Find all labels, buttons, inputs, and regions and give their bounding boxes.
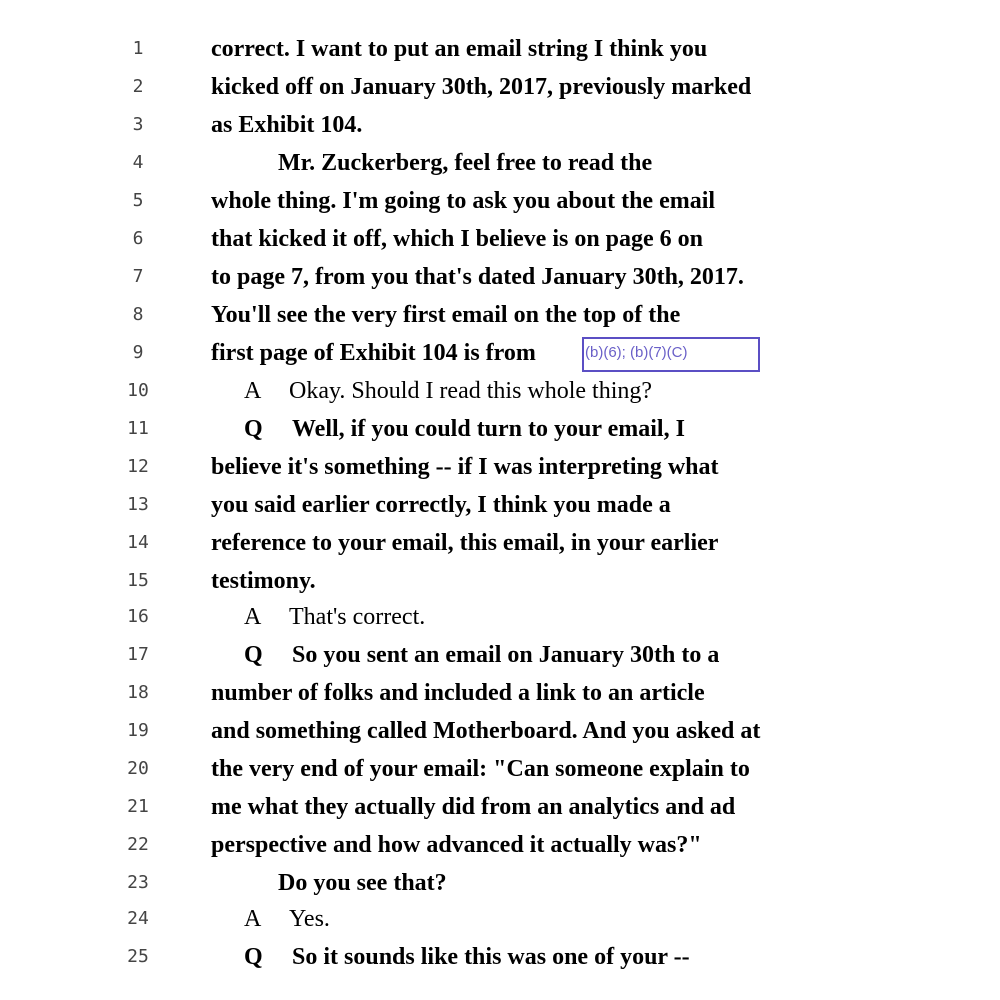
line-text: Mr. Zuckerberg, feel free to read the	[278, 150, 653, 176]
line-number: 21	[127, 796, 149, 817]
answer-text	[244, 900, 330, 938]
line-text: number of folks and included a link to an article	[211, 680, 705, 706]
line-number: 10	[127, 380, 149, 401]
speaker-label: A	[244, 604, 262, 630]
transcript-line	[0, 220, 1000, 258]
question-text	[244, 636, 719, 674]
line-number: 25	[127, 946, 149, 967]
speaker-label: Q	[244, 642, 263, 668]
speaker-label: Q	[244, 416, 263, 442]
transcript-line	[0, 486, 1000, 524]
line-text: Do you see that?	[278, 870, 447, 896]
question-text	[244, 938, 690, 976]
transcript-line	[0, 598, 1000, 636]
transcript-line	[0, 788, 1000, 826]
line-text: me what they actually did from an analytics and ad	[211, 794, 736, 820]
transcript-line	[0, 900, 1000, 938]
line-text: you said earlier correctly, I think you made a	[211, 492, 671, 518]
line-text: That's correct.	[289, 604, 426, 630]
line-text: testimony.	[211, 568, 316, 594]
transcript-line	[0, 182, 1000, 220]
line-text: to page 7, from you that's dated January 30th, 2017.	[211, 264, 744, 290]
line-text: perspective and how advanced it actually was?"	[211, 832, 702, 858]
transcript-line	[0, 30, 1000, 68]
transcript-line	[0, 448, 1000, 486]
transcript-line	[0, 826, 1000, 864]
line-number: 15	[127, 570, 149, 591]
redaction-box: (b)(6); (b)(7)(C)	[582, 337, 760, 372]
transcript-line	[0, 674, 1000, 712]
line-number: 1	[132, 38, 144, 59]
line-number: 3	[132, 114, 144, 135]
line-text: Well, if you could turn to your email, I	[292, 416, 685, 442]
line-text: Yes.	[289, 906, 330, 932]
line-text: You'll see the very first email on the top of the	[211, 302, 681, 328]
line-text: correct. I want to put an email string I think you	[211, 36, 708, 62]
transcript-line	[0, 68, 1000, 106]
line-number: 19	[127, 720, 149, 741]
transcript-line	[0, 938, 1000, 976]
line-text: and something called Motherboard. And you asked at	[211, 718, 761, 744]
line-text: as Exhibit 104.	[211, 112, 363, 138]
line-number: 23	[127, 872, 149, 893]
transcript-line	[0, 106, 1000, 144]
line-number: 12	[127, 456, 149, 477]
speaker-label: A	[244, 378, 262, 404]
line-number: 6	[132, 228, 144, 249]
line-number: 7	[132, 266, 144, 287]
line-number: 14	[127, 532, 149, 553]
transcript-line	[0, 334, 1000, 372]
transcript-line	[0, 258, 1000, 296]
line-number: 22	[127, 834, 149, 855]
line-number: 17	[127, 644, 149, 665]
question-text	[244, 410, 685, 448]
line-text: that kicked it off, which I believe is on page 6 on	[211, 226, 704, 252]
transcript-line	[0, 410, 1000, 448]
line-number: 9	[132, 342, 144, 363]
line-text: Okay. Should I read this whole thing?	[289, 378, 653, 404]
line-number: 20	[127, 758, 149, 779]
transcript-line	[0, 750, 1000, 788]
transcript-line	[0, 296, 1000, 334]
answer-text	[244, 372, 652, 410]
transcript-line	[0, 144, 1000, 182]
transcript-line	[0, 524, 1000, 562]
line-number: 13	[127, 494, 149, 515]
line-number: 2	[132, 76, 144, 97]
line-text: believe it's something -- if I was interpreting what	[211, 454, 719, 480]
line-number: 24	[127, 908, 149, 929]
speaker-label: Q	[244, 944, 263, 970]
answer-text	[244, 598, 425, 636]
transcript-line	[0, 562, 1000, 600]
line-text: first page of Exhibit 104 is from	[211, 340, 536, 366]
line-number: 11	[127, 418, 149, 439]
speaker-label: A	[244, 906, 262, 932]
transcript-line	[0, 712, 1000, 750]
line-text: So it sounds like this was one of your --	[292, 944, 690, 970]
transcript-line	[0, 864, 1000, 902]
line-text: kicked off on January 30th, 2017, previously marked	[211, 74, 752, 100]
transcript-line	[0, 372, 1000, 410]
line-text: whole thing. I'm going to ask you about the email	[211, 188, 716, 214]
line-number: 18	[127, 682, 149, 703]
line-number: 16	[127, 606, 149, 627]
line-number: 4	[132, 152, 144, 173]
line-text: the very end of your email: "Can someone explain to	[211, 756, 750, 782]
line-text: reference to your email, this email, in your earlier	[211, 530, 719, 556]
line-text: So you sent an email on January 30th to a	[292, 642, 720, 668]
line-number: 8	[132, 304, 144, 325]
line-number: 5	[132, 190, 144, 211]
transcript-line	[0, 636, 1000, 674]
